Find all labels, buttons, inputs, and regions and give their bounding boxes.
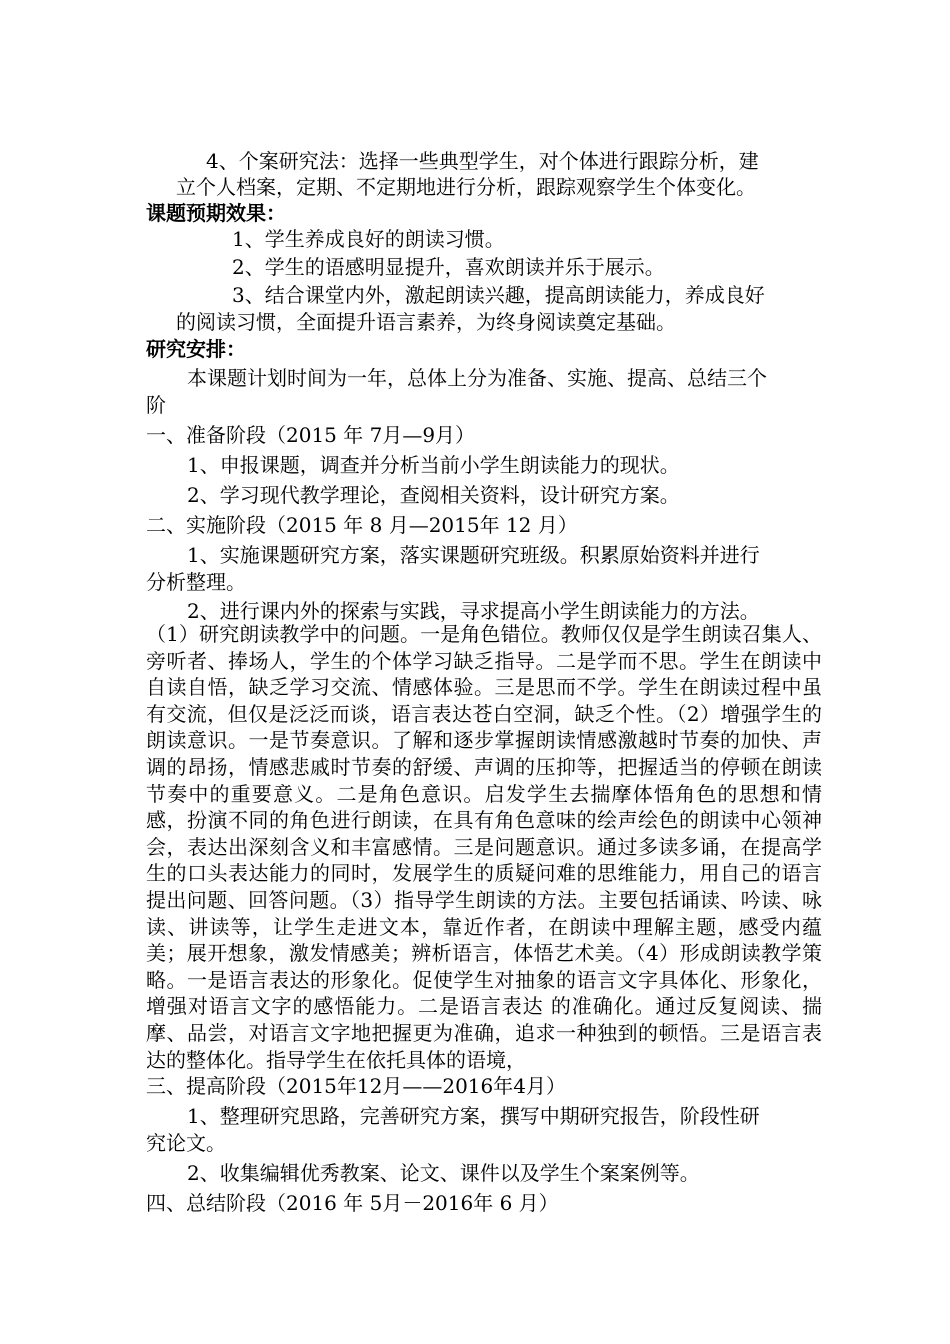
- phase1-title: 一、准备阶段（2015 年 7月—9月）: [146, 423, 476, 447]
- expected-item2: 2、学生的语感明显提升，喜欢朗读并乐于展示。: [232, 255, 665, 279]
- phase2-item2-line1: 2、进行课内外的探索与实践，寻求提高小学生朗读能力的方法。: [187, 599, 760, 623]
- expected-item3-line1: 3、结合课堂内外，激起朗读兴趣，提高朗读能力，养成良好: [232, 283, 765, 307]
- phase3-item2: 2、收集编辑优秀教案、论文、课件以及学生个案案例等。: [187, 1161, 700, 1185]
- expected-item3-line2: 的阅读习惯，全面提升语言素养，为终身阅读奠定基础。: [176, 310, 676, 334]
- phase1-item2: 2、学习现代教学理论，查阅相关资料，设计研究方案。: [187, 483, 680, 507]
- method4-line1: 4、个案研究法：选择一些典型学生，对个体进行跟踪分析，建: [206, 149, 759, 173]
- phase2-item1-line2: 分析整理。: [146, 570, 246, 594]
- phase1-item1: 1、申报课题，调查并分析当前小学生朗读能力的现状。: [187, 453, 680, 477]
- phase4-title: 四、总结阶段（2016 年 5月－2016年 6 月）: [146, 1191, 559, 1215]
- method4-line2: 立个人档案，定期、不定期地进行分析，跟踪观察学生个体变化。: [176, 175, 756, 199]
- phase3-title: 三、提高阶段（2015年12月——2016年4月）: [146, 1074, 566, 1098]
- schedule-intro-line2: 阶: [146, 393, 166, 417]
- phase3-item1-line2: 究论文。: [146, 1131, 226, 1155]
- expected-heading: 课题预期效果：: [146, 201, 286, 225]
- expected-item1: 1、学生养成良好的朗读习惯。: [232, 227, 505, 251]
- phase3-item1-line1: 1、整理研究思路，完善研究方案，撰写中期研究报告，阶段性研: [187, 1104, 760, 1128]
- phase2-title: 二、实施阶段（2015 年 8 月—2015年 12 月）: [146, 513, 578, 537]
- schedule-intro-line1: 本课题计划时间为一年，总体上分为准备、实施、提高、总结三个: [187, 366, 767, 390]
- phase2-item1-line1: 1、实施课题研究方案，落实课题研究班级。积累原始资料并进行: [187, 543, 760, 567]
- schedule-heading: 研究安排：: [146, 337, 246, 361]
- phase2-item2-body: （1）研究朗读教学中的问题。一是角色错位。教师仅仅是学生朗读召集人、旁听者、捧场人，学生的个体学习缺乏指导。二是学而不思。学生在朗读中自读自悟，缺乏学习交流、情感体验。三是思而不学。学生在朗读过程中虽有交流，但仅是泛泛而谈，语言表达苍白空洞，缺乏个性。（2）增强学生的朗读意识。一是节奏意识。了解和逐步掌握朗读情感激越时节奏的加快、声调的昂扬，情感悲戚时节奏的舒缓、声调的压抑等，把握适当的停顿在朗读节奏中的重要意义。二是角色意识。启发学生去揣摩体悟角色的思想和情感，扮演不同的角色进行朗读，在具有角色意味的绘声绘色的朗读中心领神会，表达出深刻含义和丰富感情。三是问题意识。通过多读多诵，在提高学生的口头表达能力的同时，发展学生的质疑问难的思维能力，用自己的语言提出问题、回答问题。（3）指导学生朗读的方法。主要包括诵读、吟读、咏读、讲读等，让学生走进文本，靠近作者，在朗读中理解主题，感受内蕴美；展开想象，激发情感美；辨析语言，体悟艺术美。（4）形成朗读教学策略。一是语言表达的形象化。促使学生对抽象的语言文字具体化、形象化，增强对语言文字的感悟能力。二是语言表达 的准确化。通过反复阅读、揣摩、品尝，对语言文字地把握更为准确，追求一种独到的顿悟。三是语言表达的整体化。指导学生在依托具体的语境，: [146, 622, 822, 1072]
